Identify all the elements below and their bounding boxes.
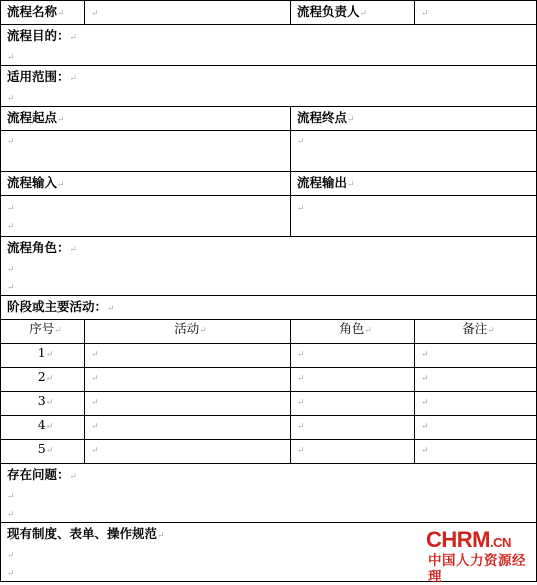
activity-cell[interactable]: ↵ bbox=[85, 416, 291, 440]
row-number: 3↵ bbox=[1, 392, 85, 416]
activity-cell[interactable]: ↵ bbox=[85, 440, 291, 464]
process-start-label: 流程起点↵ bbox=[1, 107, 291, 131]
role-cell[interactable]: ↵ bbox=[291, 392, 415, 416]
row-number: 5↵ bbox=[1, 440, 85, 464]
note-header: 备注↵ bbox=[415, 320, 537, 344]
table-row bbox=[1, 416, 537, 440]
role-cell[interactable]: ↵ bbox=[291, 440, 415, 464]
row-number: 1↵ bbox=[1, 344, 85, 368]
scope-section[interactable]: 适用范围：↵ ↵ bbox=[1, 66, 537, 107]
process-name-label: 流程名称↵ bbox=[1, 1, 85, 25]
process-owner-label: 流程负责人↵ bbox=[291, 1, 415, 25]
process-end-field[interactable]: ↵ bbox=[291, 131, 537, 172]
logo-tagline: 中国人力资源经理 bbox=[428, 553, 526, 585]
role-cell[interactable]: ↵ bbox=[291, 344, 415, 368]
policies-label: 现有制度、表单、操作规范 bbox=[7, 526, 158, 541]
issues-label: 存在问题： bbox=[7, 467, 70, 482]
note-cell[interactable]: ↵ bbox=[415, 392, 537, 416]
stages-label: 阶段或主要活动：↵ bbox=[1, 296, 537, 320]
return-mark: ↵ bbox=[57, 8, 65, 19]
note-cell[interactable]: ↵ bbox=[415, 440, 537, 464]
table-row bbox=[1, 392, 537, 416]
process-roles-label: 流程角色： bbox=[7, 240, 70, 255]
note-cell[interactable]: ↵ bbox=[415, 416, 537, 440]
logo-wordmark: CHRM bbox=[426, 527, 490, 552]
activity-cell[interactable]: ↵ bbox=[85, 344, 291, 368]
table-row bbox=[1, 368, 537, 392]
process-end-label: 流程终点↵ bbox=[291, 107, 537, 131]
return-mark: ↵ bbox=[359, 8, 368, 19]
process-output-label: 流程输出↵ bbox=[291, 172, 537, 196]
process-start-field[interactable]: ↵ bbox=[1, 131, 291, 172]
activity-header: 活动↵ bbox=[85, 320, 291, 344]
process-purpose-section[interactable]: 流程目的：↵ ↵ bbox=[1, 25, 537, 66]
seq-header: 序号↵ bbox=[1, 320, 85, 344]
row-number: 4↵ bbox=[1, 416, 85, 440]
process-input-label: 流程输入↵ bbox=[1, 172, 291, 196]
process-roles-section[interactable]: 流程角色：↵ ↵ ↵ bbox=[1, 237, 537, 296]
chrm-logo bbox=[426, 527, 526, 585]
note-cell[interactable]: ↵ bbox=[415, 368, 537, 392]
process-owner-field[interactable] bbox=[415, 1, 537, 25]
return-mark: ↵ bbox=[7, 94, 15, 104]
return-mark: ↵ bbox=[91, 8, 99, 19]
issues-section[interactable]: 存在问题：↵ ↵ ↵ bbox=[1, 464, 537, 523]
activity-cell[interactable]: ↵ bbox=[85, 392, 291, 416]
process-input-field[interactable]: ↵ ↵ bbox=[1, 196, 291, 237]
note-cell[interactable]: ↵ bbox=[415, 344, 537, 368]
process-name-field[interactable] bbox=[85, 1, 291, 25]
process-purpose-label: 流程目的： bbox=[7, 28, 70, 43]
scope-label: 适用范围： bbox=[7, 69, 70, 84]
role-cell[interactable]: ↵ bbox=[291, 368, 415, 392]
policies-section[interactable]: 现有制度、表单、操作规范↵ ↵ ↵ bbox=[1, 523, 537, 582]
logo-domain-suffix: .CN bbox=[490, 535, 511, 550]
table-row bbox=[1, 440, 537, 464]
table-row bbox=[1, 344, 537, 368]
return-mark: ↵ bbox=[7, 53, 15, 63]
row-number: 2↵ bbox=[1, 368, 85, 392]
role-cell[interactable]: ↵ bbox=[291, 416, 415, 440]
activity-cell[interactable]: ↵ bbox=[85, 368, 291, 392]
process-output-field[interactable]: ↵ bbox=[291, 196, 537, 237]
return-mark: ↵ bbox=[421, 8, 429, 19]
role-header: 角色↵ bbox=[291, 320, 415, 344]
